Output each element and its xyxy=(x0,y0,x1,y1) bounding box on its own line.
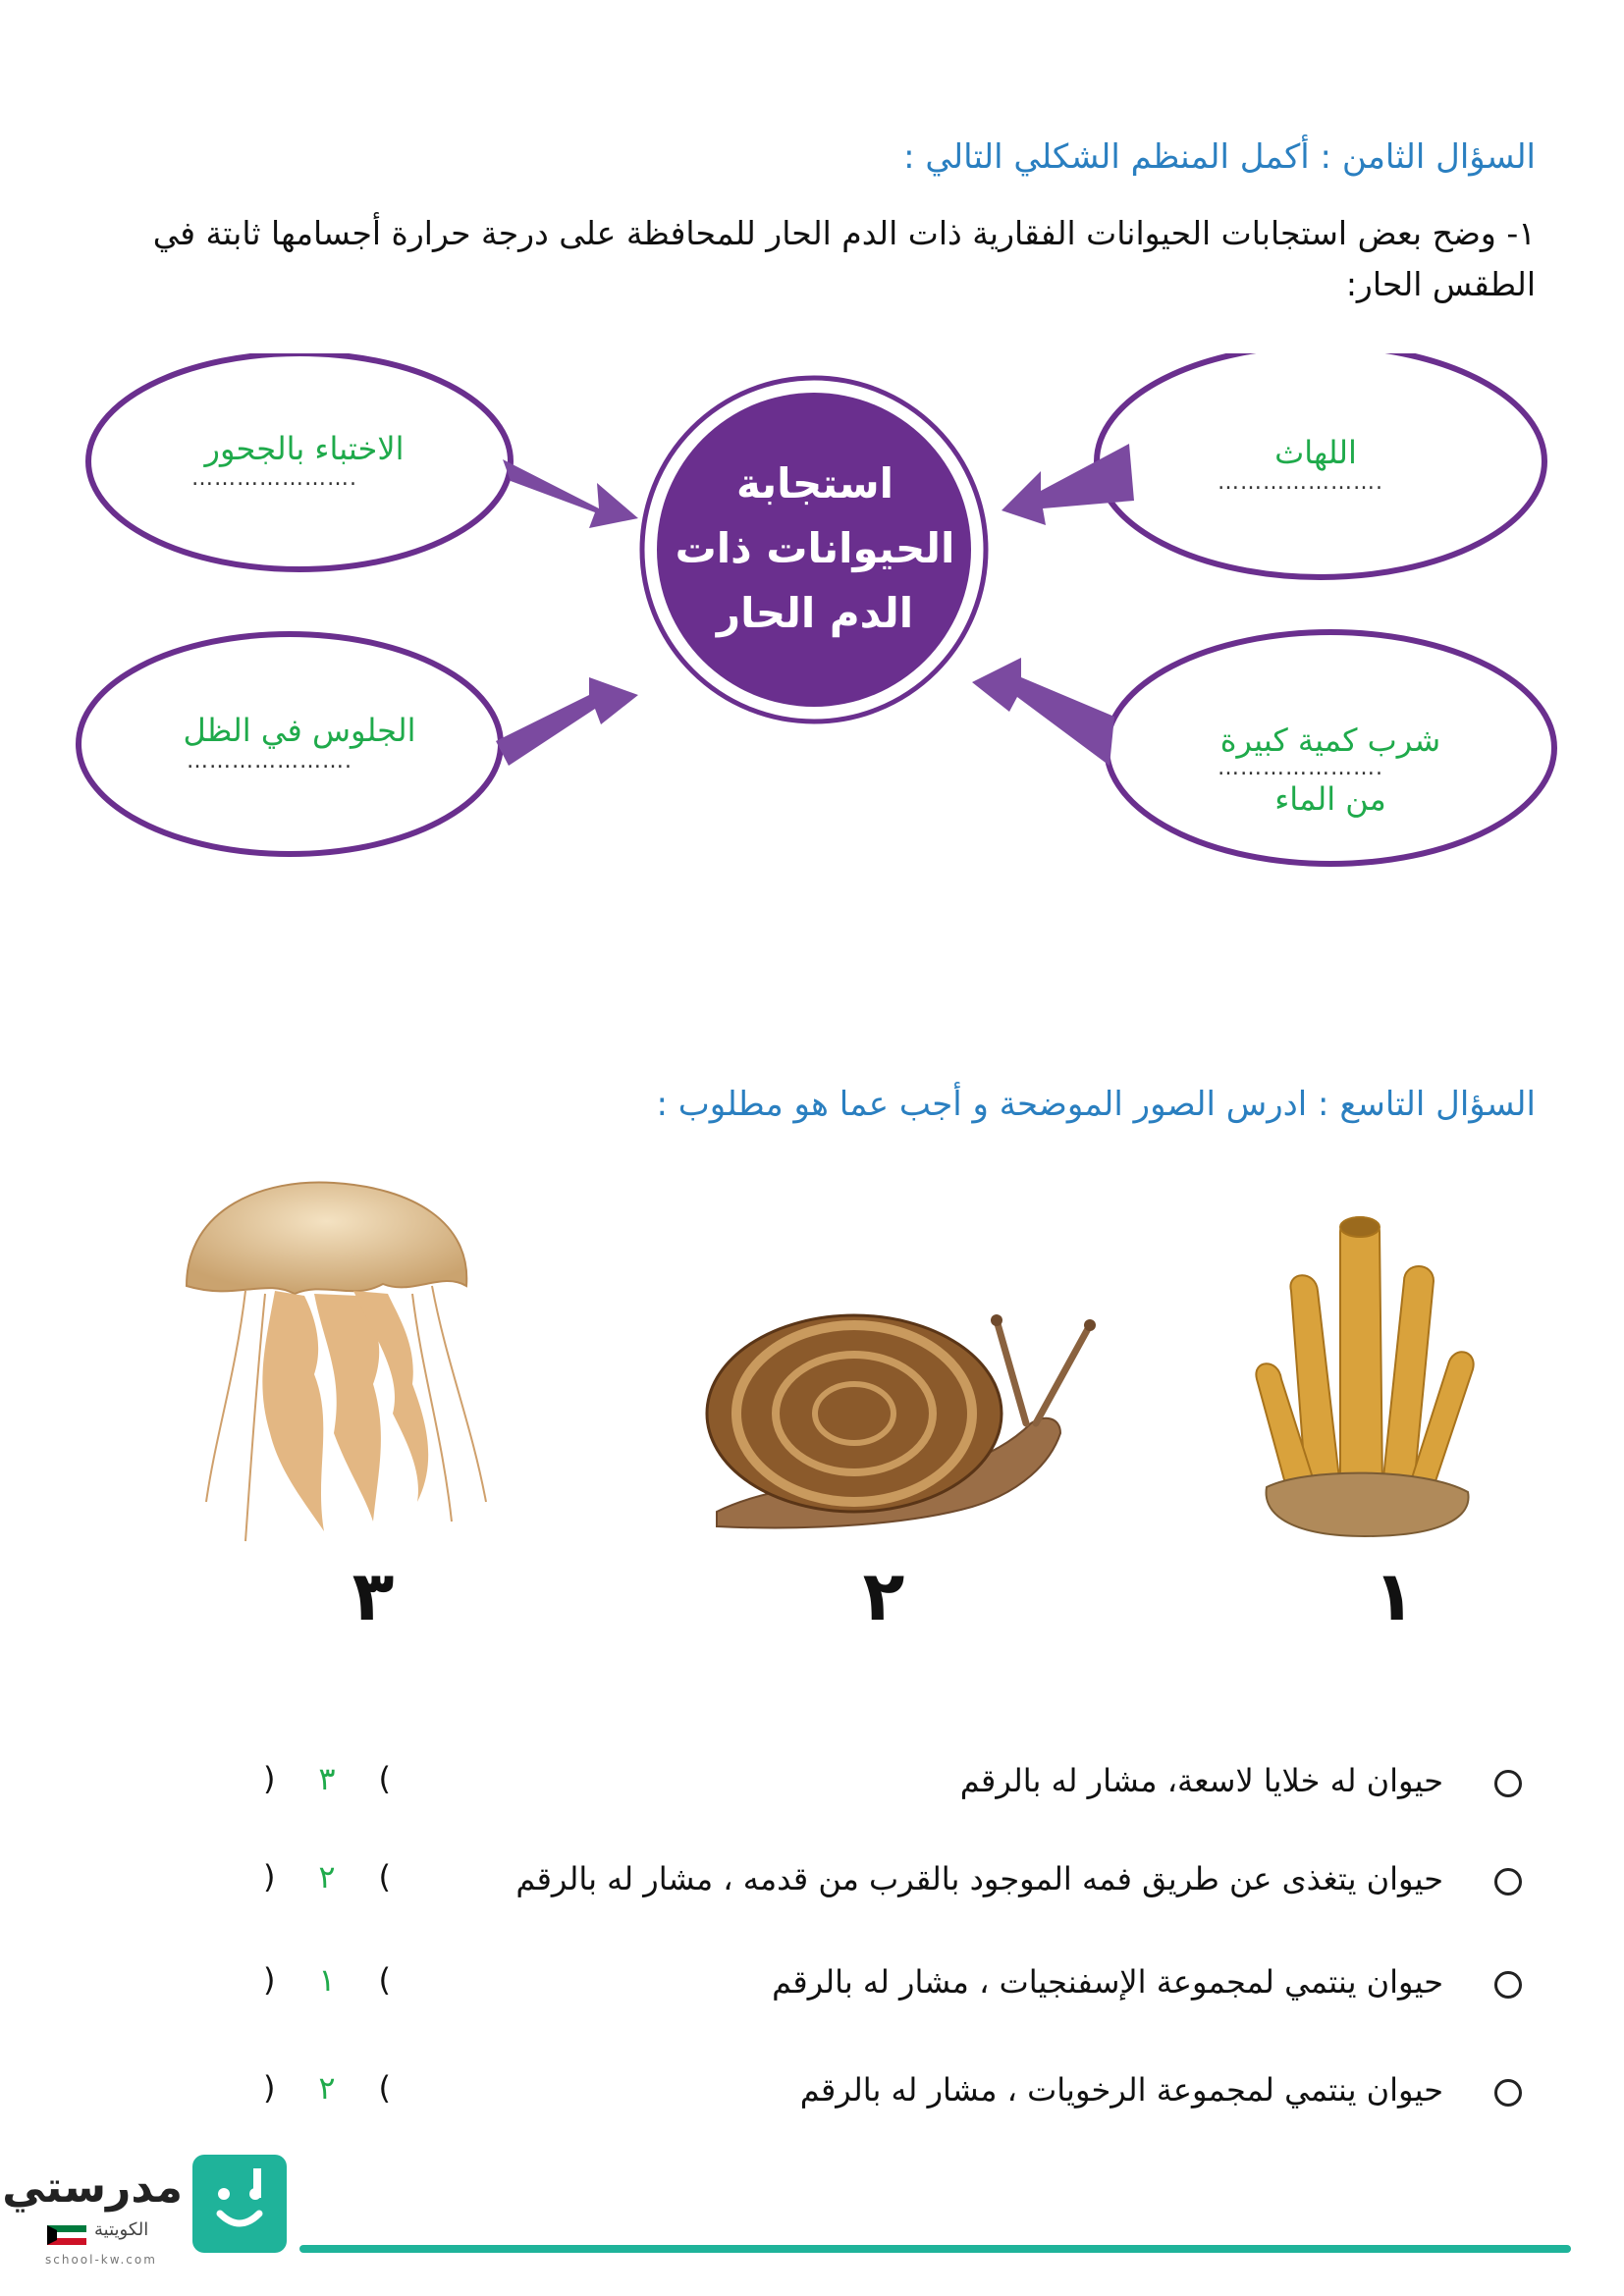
answer-bottom-right-line2: من الماء xyxy=(1274,780,1386,818)
paren-left: ) xyxy=(263,2069,276,2107)
paren-right: ( xyxy=(378,1760,391,1797)
logo-text: مدرستي xyxy=(2,2163,183,2213)
answer-top-left: الاختباء بالجحور xyxy=(204,430,405,467)
jellyfish-image xyxy=(177,1178,501,1551)
answer-bottom-left: الجلوس في الظل xyxy=(183,712,416,749)
question-text: حيوان ينتمي لمجموعة الرخويات ، مشار له بالرقم xyxy=(799,2071,1443,2109)
arrow-top-left xyxy=(503,459,638,528)
answer-value: ١ xyxy=(318,1961,336,1999)
dots-bottom-right: …………………. xyxy=(1218,756,1383,780)
question-9-title: السؤال التاسع : ادرس الصور الموضحة و أجب عما هو مطلوب : xyxy=(656,1085,1536,1124)
logo xyxy=(2,2155,291,2292)
answer-top-right: اللهاث xyxy=(1274,434,1357,471)
footer-line xyxy=(299,2245,1571,2253)
dots-bottom-left: …………………. xyxy=(187,749,352,774)
answer-bottom-right-line1: شرب كمية كبيرة xyxy=(1219,721,1441,759)
paren-left: ) xyxy=(263,1858,276,1896)
logo-url: school-kw.com xyxy=(45,2253,157,2267)
arrow-bottom-right xyxy=(972,658,1114,766)
arrow-bottom-left xyxy=(496,677,638,766)
question-text: حيوان له خلايا لاسعة، مشار له بالرقم xyxy=(959,1762,1443,1799)
paren-right: ( xyxy=(378,1961,391,1999)
sea-sponge-image xyxy=(1247,1193,1483,1556)
question-row xyxy=(245,2071,1522,2130)
paren-left: ) xyxy=(263,1760,276,1797)
answer-value: ٢ xyxy=(318,1858,336,1896)
answer-value: ٣ xyxy=(318,1760,336,1797)
answer-value: ٢ xyxy=(318,2069,336,2107)
image-number-2: ٢ xyxy=(862,1556,905,1636)
question-text: حيوان يتغذى عن طريق فمه الموجود بالقرب من قدمه ، مشار له بالرقم xyxy=(515,1860,1443,1897)
paren-left: ) xyxy=(263,1961,276,1999)
logo-subtitle: الكويتية xyxy=(94,2219,149,2240)
image-number-1: ١ xyxy=(1373,1556,1416,1636)
logo-badge-icon xyxy=(192,2155,287,2253)
question-row xyxy=(245,1963,1522,2022)
bullet-icon xyxy=(1494,1770,1522,1797)
question-text: حيوان ينتمي لمجموعة الإسفنجيات ، مشار له بالرقم xyxy=(772,1963,1443,2001)
bullet-icon xyxy=(1494,2079,1522,2107)
bullet-icon xyxy=(1494,1868,1522,1896)
question-8-title: السؤال الثامن : أكمل المنظم الشكلي التالي : xyxy=(903,137,1536,177)
dots-top-right: …………………. xyxy=(1218,470,1383,495)
question-row xyxy=(245,1762,1522,1821)
paren-right: ( xyxy=(378,2069,391,2107)
question-row xyxy=(245,1860,1522,1919)
kuwait-flag-icon xyxy=(47,2225,86,2245)
arrow-top-right xyxy=(1001,444,1134,525)
center-label: استجابة الحيوانات ذات الدم الحار xyxy=(675,459,955,637)
bullet-icon xyxy=(1494,1971,1522,1999)
paren-right: ( xyxy=(378,1858,391,1896)
dots-top-left: …………………. xyxy=(191,466,357,491)
snail-image xyxy=(697,1306,1110,1541)
image-number-3: ٣ xyxy=(352,1556,395,1636)
question-8-instruction: ١- وضح بعض استجابات الحيوانات الفقارية ذات الدم الحار للمحافظة على درجة حرارة أجسامها ثابتة في الطقس الحار: xyxy=(152,214,1536,303)
